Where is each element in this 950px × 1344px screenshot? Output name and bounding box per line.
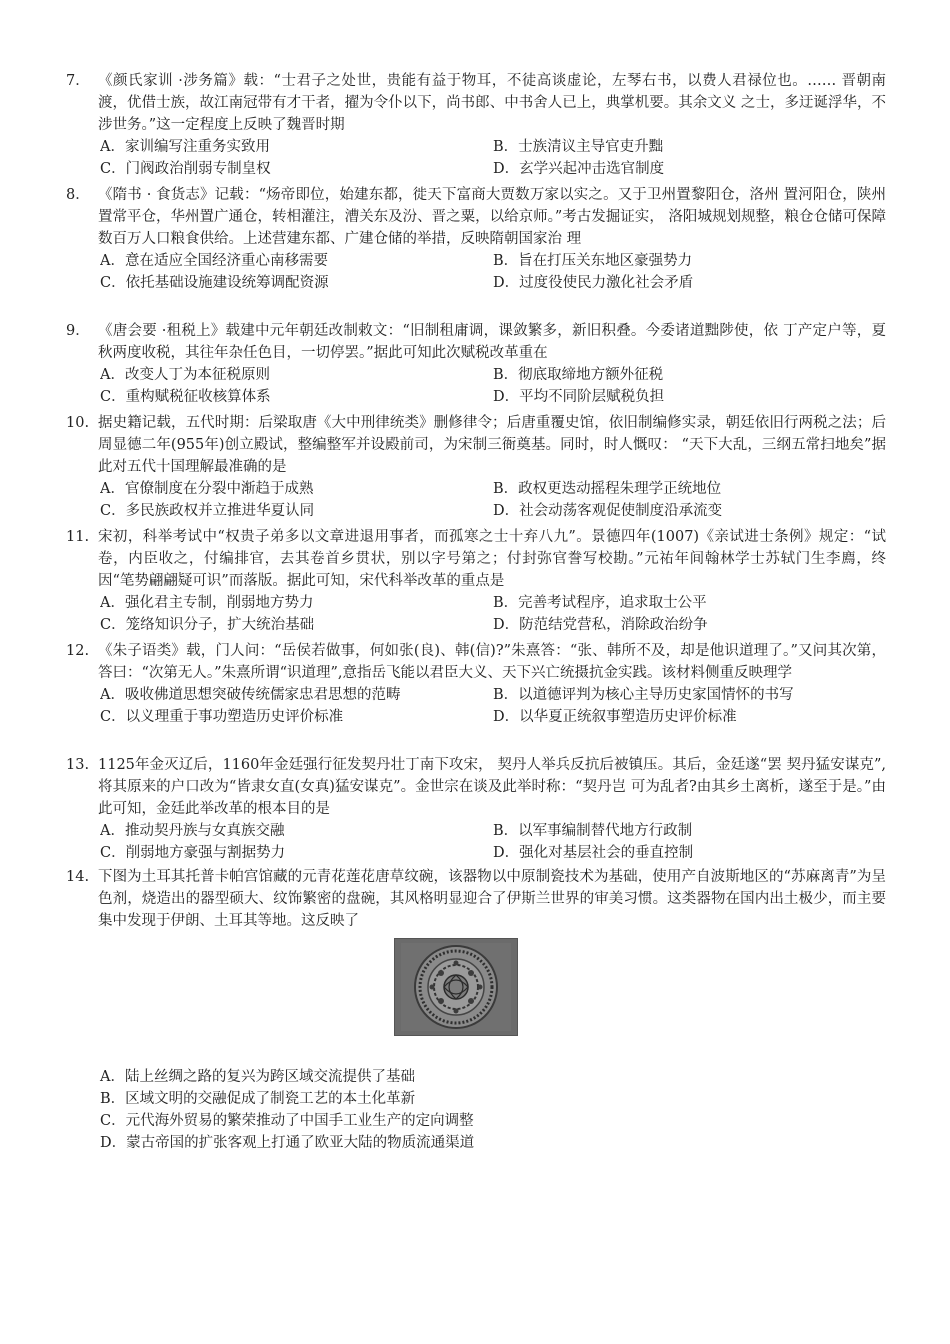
option-b[interactable]: B．完善考试程序，追求取士公平: [493, 595, 707, 611]
option-d[interactable]: D．过度役使民力激化社会矛盾: [493, 275, 694, 291]
question-12: [66, 640, 886, 728]
question-number: 9．: [66, 323, 90, 339]
question-11: [66, 526, 886, 636]
question-number: 14.: [66, 869, 90, 885]
option-c[interactable]: C．依托基础设施建设统筹调配资源: [100, 275, 329, 291]
option-d[interactable]: D．玄学兴起冲击选官制度: [493, 161, 665, 177]
question-10: [66, 412, 886, 522]
question-stem: 《唐会要 ·租税上》载建中元年朝廷改制敕文：“旧制租庸调，课敛繁多，新旧积叠。今委诸道黜陟使，依 丁产定户等，夏秋两度收税，其往年杂任色目，一切停罢。”据此可知此次赋税改革重在: [98, 323, 886, 361]
option-a[interactable]: A．强化君主专制，削弱地方势力: [100, 595, 314, 611]
option-a[interactable]: A．吸收佛道思想突破传统儒家忠君思想的范畴: [100, 687, 401, 703]
question-14: [66, 866, 886, 1154]
option-d[interactable]: D．社会动荡客观促使制度沿承流变: [493, 503, 723, 519]
porcelain-bowl-image: [394, 938, 518, 1036]
bowl-illustration: [401, 943, 511, 1031]
question-stem: 下图为土耳其托普卡帕宫馆藏的元青花莲花唐草纹碗，该器物以中原制瓷技术为基础，使用产自波斯地区的“苏麻离青”为呈色剂，烧造出的器型硕大、纹饰繁密的盘碗，其风格明显迎合了伊斯兰世界的审美习惯。这类器物在国内出土极少，而主要集中发现于伊朗、土耳其等地。这反映了: [98, 869, 886, 929]
option-a[interactable]: A．改变人丁为本征税原则: [100, 367, 270, 383]
option-b[interactable]: B．士族清议主导官吏升黜: [493, 139, 664, 155]
option-a[interactable]: A．家训编写注重务实致用: [100, 139, 270, 155]
question-stem: 《朱子语类》载，门人问：“岳侯若做事，何如张(良)、韩(信)?”朱熹答：“张、韩所不及，却是他识道理了。”又问其次第，答曰：“次第无人。”朱熹所谓“识道理”,意指岳飞能以君臣大义、天下兴亡统摄抗金实践。该材料侧重反映理学: [98, 643, 886, 681]
options: [100, 478, 886, 522]
question-9: [66, 320, 886, 408]
question-7: [66, 70, 886, 180]
options: [100, 136, 886, 180]
question-8: [66, 184, 886, 294]
option-a[interactable]: A．意在适应全国经济重心南移需要: [100, 253, 328, 269]
question-number: 10.: [66, 415, 90, 431]
option-d[interactable]: D．蒙古帝国的扩张客观上打通了欧亚大陆的物质流通渠道: [100, 1135, 475, 1151]
options: [100, 684, 886, 728]
question-stem: 1125年金灭辽后，1160年金廷强行征发契丹壮丁南下攻宋， 契丹人举兵反抗后被镇压。其后，金廷遂“罢 契丹猛安谋克”,将其原来的户口改为“皆隶女直(女真)猛安谋克”。金世宗在谈及此举时称：“契丹岂 可为乱者?由其乡土离析，遂至于是。”由此可知，金廷此举改革的根本目的是: [98, 757, 887, 817]
options: [100, 592, 886, 636]
question-number: 12.: [66, 643, 90, 659]
question-number: 11.: [66, 529, 90, 545]
option-c[interactable]: C．以义理重于事功塑造历史评价标准: [100, 709, 344, 725]
question-stem: 宋初，科举考试中“权贵子弟多以文章进退用事者，而孤寒之士十弃八九”。景德四年(1007)《亲试进士条例》规定：“试卷，内臣收之，付编排官，去其卷首乡贯状，别以字号第之；付封弥官誊写校勘。”元祐年间翰林学士苏轼门生李廌，终因“笔势翩翩疑可识”而落版。据此可知，宋代科举改革的重点是: [98, 529, 886, 589]
option-c[interactable]: C．门阀政治削弱专制皇权: [100, 161, 271, 177]
question-13: [66, 754, 886, 864]
question-number: 8．: [66, 187, 90, 203]
option-a[interactable]: A．推动契丹族与女真族交融: [100, 823, 285, 839]
options: [100, 820, 886, 864]
option-a[interactable]: A．官僚制度在分裂中渐趋于成熟: [100, 481, 314, 497]
question-stem: 据史籍记载，五代时期：后梁取唐《大中刑律统类》删修律令；后唐重覆史馆，依旧制编修实录，朝廷依旧行两税之法；后周显德二年(955年)创立殿试，整编整军并设殿前司，为宋制三衙奠基。同时，时人慨叹： “天下大乱，三纲五常扫地矣”据此对五代十国理解最准确的是: [98, 415, 886, 475]
option-c[interactable]: C．元代海外贸易的繁荣推动了中国手工业生产的定向调整: [100, 1113, 474, 1129]
options: [100, 1066, 886, 1154]
option-b[interactable]: B．旨在打压关东地区豪强势力: [493, 253, 693, 269]
option-c[interactable]: C．多民族政权并立推进华夏认同: [100, 503, 315, 519]
options: [100, 250, 886, 294]
option-d[interactable]: D．强化对基层社会的垂直控制: [493, 845, 694, 861]
option-d[interactable]: D．以华夏正统叙事塑造历史评价标准: [493, 709, 737, 725]
option-b[interactable]: B．以道德评判为核心主导历史家国情怀的书写: [493, 687, 794, 703]
option-b[interactable]: B．彻底取缔地方额外征税: [493, 367, 664, 383]
option-d[interactable]: D．防范结党营私，消除政治纷争: [493, 617, 708, 633]
option-b[interactable]: B．政权更迭动摇程朱理学正统地位: [493, 481, 722, 497]
option-c[interactable]: C．笼络知识分子，扩大统治基础: [100, 617, 315, 633]
options: [100, 364, 886, 408]
option-d[interactable]: D．平均不同阶层赋税负担: [493, 389, 665, 405]
option-a[interactable]: A．陆上丝绸之路的复兴为跨区域交流提供了基础: [100, 1069, 415, 1085]
question-stem: 《隋书 · 食货志》记载：“炀帝即位，始建东都，徙天下富商大贾数万家以实之。又于卫州置黎阳仓，洛州 置河阳仓，陕州置常平仓，华州置广通仓，转相灌注，漕关东及汾、晋之粟，以给京师。”考古发掘证实， 洛阳城规划规整，粮仓仓储可保障数百万人口粮食供给。上述营建东都、广建仓储的举措，反映隋朝国家治 理: [98, 187, 886, 247]
option-b[interactable]: B．区域文明的交融促成了制瓷工艺的本土化革新: [100, 1091, 416, 1107]
option-c[interactable]: C．削弱地方豪强与割据势力: [100, 845, 286, 861]
question-stem: 《颜氏家训 ·涉务篇》载：“士君子之处世，贵能有益于物耳，不徒高谈虚论，左琴右书，以费人君禄位也。…… 晋朝南渡，优借士族，故江南冠带有才干者，擢为令仆以下，尚书郎、中书舍人已上，典掌机要。其余文义 之士，多迂诞浮华，不涉世务。”这一定程度上反映了魏晋时期: [98, 73, 886, 133]
question-number: 13.: [66, 757, 90, 773]
question-number: 7．: [66, 73, 90, 89]
option-c[interactable]: C．重构赋税征收核算体系: [100, 389, 271, 405]
option-b[interactable]: B．以军事编制替代地方行政制: [493, 823, 693, 839]
